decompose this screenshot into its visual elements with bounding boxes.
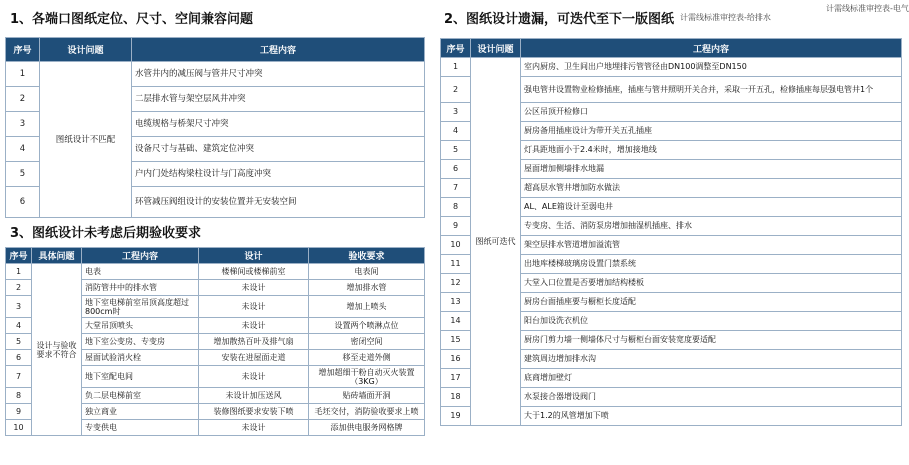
row-content: 厨房台面插座要与橱柜长度适配 <box>521 293 902 312</box>
row-content: 水管井内的减压阀与管井尺寸冲突 <box>132 62 425 87</box>
row-content: 屋面增加侧墙排水地漏 <box>521 160 902 179</box>
row-design: 未设计 <box>199 420 309 436</box>
row-content: 地下室电梯前室吊顶高度超过800cm时 <box>82 296 199 318</box>
row-content: 底商增加壁灯 <box>521 369 902 388</box>
row-content: 二层排水管与架空层风井冲突 <box>132 87 425 112</box>
row-number: 12 <box>441 274 471 293</box>
row-content: 阳台加设洗衣机位 <box>521 312 902 331</box>
row-number: 18 <box>441 388 471 407</box>
row-content: 屋面试验消火栓 <box>82 350 199 366</box>
row-category: 图纸设计不匹配 <box>40 62 132 218</box>
row-content: 大于1.2的风管增加下喷 <box>521 407 902 426</box>
row-content: 架空层排水管道增加溢流管 <box>521 236 902 255</box>
row-category: 图纸可迭代 <box>471 58 521 426</box>
row-content: AL、ALE箱设计至弱电井 <box>521 198 902 217</box>
table-section3 <box>5 247 425 436</box>
table-section2 <box>440 38 902 426</box>
row-content: 电表 <box>82 264 199 280</box>
header-design: 设计 <box>199 248 309 264</box>
row-number: 19 <box>441 407 471 426</box>
row-design: 未设计 <box>199 366 309 388</box>
header-content: 工程内容 <box>521 39 902 58</box>
row-content: 水泵接合器增设阀门 <box>521 388 902 407</box>
row-number: 3 <box>441 103 471 122</box>
row-number: 1 <box>6 62 40 87</box>
row-number: 1 <box>6 264 32 280</box>
row-content: 厨房备用插座设计为带开关五孔插座 <box>521 122 902 141</box>
header-issue: 设计问题 <box>471 39 521 58</box>
table-section1 <box>5 37 425 218</box>
row-design: 未设计 <box>199 296 309 318</box>
section2-corner-text: 计需线标准审控表-电气 <box>826 4 909 13</box>
row-content: 地下室公变房、专变房 <box>82 334 199 350</box>
row-number: 5 <box>6 334 32 350</box>
row-number: 1 <box>441 58 471 77</box>
row-content: 负二层电梯前室 <box>82 388 199 404</box>
row-design: 安装在进屋面走道 <box>199 350 309 366</box>
header-no: 序号 <box>6 38 40 62</box>
row-design: 未设计 <box>199 280 309 296</box>
header-issue: 设计问题 <box>40 38 132 62</box>
row-number: 2 <box>6 87 40 112</box>
row-requirement: 添加供电服务网格牌 <box>309 420 425 436</box>
table-row <box>6 264 425 280</box>
row-requirement: 移至走道外侧 <box>309 350 425 366</box>
row-requirement: 毛坯交付，消防验收要求上喷 <box>309 404 425 420</box>
row-requirement: 设置两个喷淋点位 <box>309 318 425 334</box>
header-issue: 具体问题 <box>32 248 82 264</box>
table-row <box>6 62 425 87</box>
row-number: 11 <box>441 255 471 274</box>
row-content: 大堂吊顶喷头 <box>82 318 199 334</box>
row-number: 13 <box>441 293 471 312</box>
row-content: 出地库楼梯玻璃房设置门禁系统 <box>521 255 902 274</box>
row-content: 环管减压阀组设计的安装位置并无安装空间 <box>132 187 425 218</box>
row-number: 5 <box>441 141 471 160</box>
row-content: 独立商业 <box>82 404 199 420</box>
row-number: 2 <box>6 280 32 296</box>
row-number: 2 <box>441 77 471 103</box>
row-number: 3 <box>6 296 32 318</box>
section3-title: 3、图纸设计未考虑后期验收要求 <box>10 226 202 241</box>
header-no: 序号 <box>6 248 32 264</box>
row-content: 电缆规格与桥架尺寸冲突 <box>132 112 425 137</box>
header-content: 工程内容 <box>132 38 425 62</box>
row-design: 未设计加压送风 <box>199 388 309 404</box>
row-number: 15 <box>441 331 471 350</box>
row-number: 8 <box>441 198 471 217</box>
row-content: 地下室配电间 <box>82 366 199 388</box>
header-requirement: 验收要求 <box>309 248 425 264</box>
row-content: 强电管井设置物业检修插座，插座与管井照明开关合并，采取一开五孔，检修插座每层强电管井1个 <box>521 77 902 103</box>
header-no: 序号 <box>441 39 471 58</box>
row-design: 未设计 <box>199 318 309 334</box>
row-number: 4 <box>6 137 40 162</box>
row-number: 3 <box>6 112 40 137</box>
row-content: 大堂入口位置是否要增加结构楼板 <box>521 274 902 293</box>
row-design: 装修图纸要求安装下喷 <box>199 404 309 420</box>
row-content: 厨房门剪力墙一侧墙体尺寸与橱柜台面安装宽度要适配 <box>521 331 902 350</box>
header-content: 工程内容 <box>82 248 199 264</box>
row-content: 灯具距地面小于2.4米时，增加接地线 <box>521 141 902 160</box>
row-number: 9 <box>6 404 32 420</box>
row-content: 户内门处结构梁柱设计与门高度冲突 <box>132 162 425 187</box>
row-content: 建筑周边增加排水沟 <box>521 350 902 369</box>
row-number: 9 <box>441 217 471 236</box>
row-category: 设计与验收要求不符合 <box>32 264 82 436</box>
table-row <box>441 58 902 77</box>
row-requirement: 增加上喷头 <box>309 296 425 318</box>
row-content: 消防管井中的排水管 <box>82 280 199 296</box>
row-number: 7 <box>441 179 471 198</box>
row-requirement: 密闭空间 <box>309 334 425 350</box>
section1-title: 1、各端口图纸定位、尺寸、空间兼容问题 <box>10 12 254 27</box>
row-number: 4 <box>441 122 471 141</box>
row-content: 设备尺寸与基础、建筑定位冲突 <box>132 137 425 162</box>
section2-title: 2、图纸设计遗漏，可迭代至下一版图纸 <box>444 12 675 27</box>
row-content: 超高层水管井增加防水做法 <box>521 179 902 198</box>
row-design: 楼梯间或楼梯前室 <box>199 264 309 280</box>
row-number: 6 <box>441 160 471 179</box>
row-requirement: 贴砖墙面开洞 <box>309 388 425 404</box>
row-number: 16 <box>441 350 471 369</box>
row-number: 6 <box>6 350 32 366</box>
row-number: 10 <box>6 420 32 436</box>
row-design: 增加散热百叶及排气扇 <box>199 334 309 350</box>
row-number: 8 <box>6 388 32 404</box>
row-content: 公区吊顶开检修口 <box>521 103 902 122</box>
row-number: 4 <box>6 318 32 334</box>
section2-subtitle: 计需线标准审控表-给排水 <box>680 13 771 22</box>
row-content: 专变供电 <box>82 420 199 436</box>
row-content: 专变房、生活、消防泵房增加抽湿机插座、排水 <box>521 217 902 236</box>
row-requirement: 增加超细干粉自动灭火装置（3KG） <box>309 366 425 388</box>
row-requirement: 增加排水管 <box>309 280 425 296</box>
row-number: 17 <box>441 369 471 388</box>
row-requirement: 电表间 <box>309 264 425 280</box>
row-number: 7 <box>6 366 32 388</box>
row-number: 10 <box>441 236 471 255</box>
row-number: 6 <box>6 187 40 218</box>
row-number: 14 <box>441 312 471 331</box>
row-content: 室内厨房、卫生间出户地埋排污管管径由DN100调整至DN150 <box>521 58 902 77</box>
row-number: 5 <box>6 162 40 187</box>
